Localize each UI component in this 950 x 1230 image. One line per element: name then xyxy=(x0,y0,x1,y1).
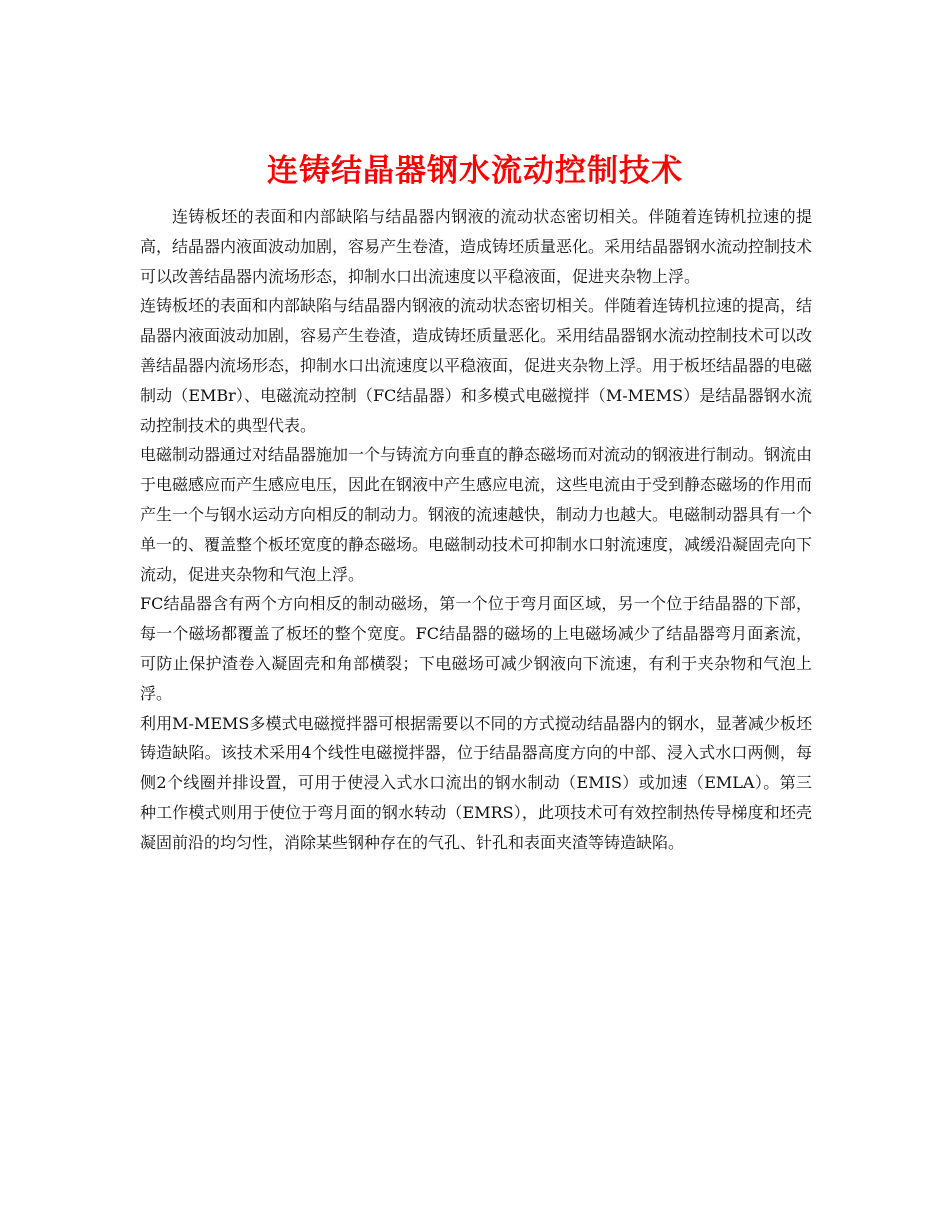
paragraph-overview: 连铸板坯的表面和内部缺陷与结晶器内钢液的流动状态密切相关。伴随着连铸机拉速的提高，结晶器内液面波动加剧，容易产生卷渣，造成铸坯质量恶化。采用结晶器钢水流动控制技术可以改善结晶器内流场形态，抑制水口出流速度以平稳液面，促进夹杂物上浮。用于板坯结晶器的电磁制动（EMBr）、电磁流动控制（FC结晶器）和多模式电磁搅拌（M-MEMS）是结晶器钢水流动控制技术的典型代表。 xyxy=(140,296,813,435)
document-title: 连铸结晶器钢水流动控制技术 xyxy=(267,152,683,189)
paragraph-fc-mold: FC结晶器含有两个方向相反的制动磁场，第一个位于弯月面区域，另一个位于结晶器的下部，每一个磁场都覆盖了板坯的整个宽度。FC结晶器的磁场的上电磁场减少了结晶器弯月面紊流，可防止保护渣卷入凝固壳和角部横裂；下电磁场可减少钢液向下流速，有利于夹杂物和气泡上浮。 xyxy=(140,594,812,703)
paragraph-m-mems: 利用M-MEMS多模式电磁搅拌器可根据需要以不同的方式搅动结晶器内的钢水，显著减少板坯铸造缺陷。该技术采用4个线性电磁搅拌器，位于结晶器高度方向的中部、浸入式水口两侧，每侧2个线圈并排设置，可用于使浸入式水口流出的钢水制动（EMIS）或加速（EMLA）。第三种工作模式则用于使位于弯月面的钢水转动（EMRS），此项技术可有效控制热传导梯度和坯壳凝固前沿的均匀性，消除某些钢种存在的气孔、针孔和表面夹渣等铸造缺陷。 xyxy=(140,713,812,852)
document-body xyxy=(140,202,812,858)
paragraph-intro: 连铸板坯的表面和内部缺陷与结晶器内钢液的流动状态密切相关。伴随着连铸机拉速的提高，结晶器内液面波动加剧，容易产生卷渣，造成铸坯质量恶化。采用结晶器钢水流动控制技术可以改善结晶器内流场形态，抑制水口出流速度以平稳液面，促进夹杂物上浮。 xyxy=(140,207,813,286)
paragraph-embr: 电磁制动器通过对结晶器施加一个与铸流方向垂直的静态磁场而对流动的钢液进行制动。钢流由于电磁感应而产生感应电压，因此在钢液中产生感应电流，这些电流由于受到静态磁场的作用而产生一个与钢水运动方向相反的制动力。钢液的流速越快，制动力也越大。电磁制动器具有一个单一的、覆盖整个板坯宽度的静态磁场。电磁制动技术可抑制水口射流速度，减缓沿凝固壳向下流动，促进夹杂物和气泡上浮。 xyxy=(140,445,813,584)
